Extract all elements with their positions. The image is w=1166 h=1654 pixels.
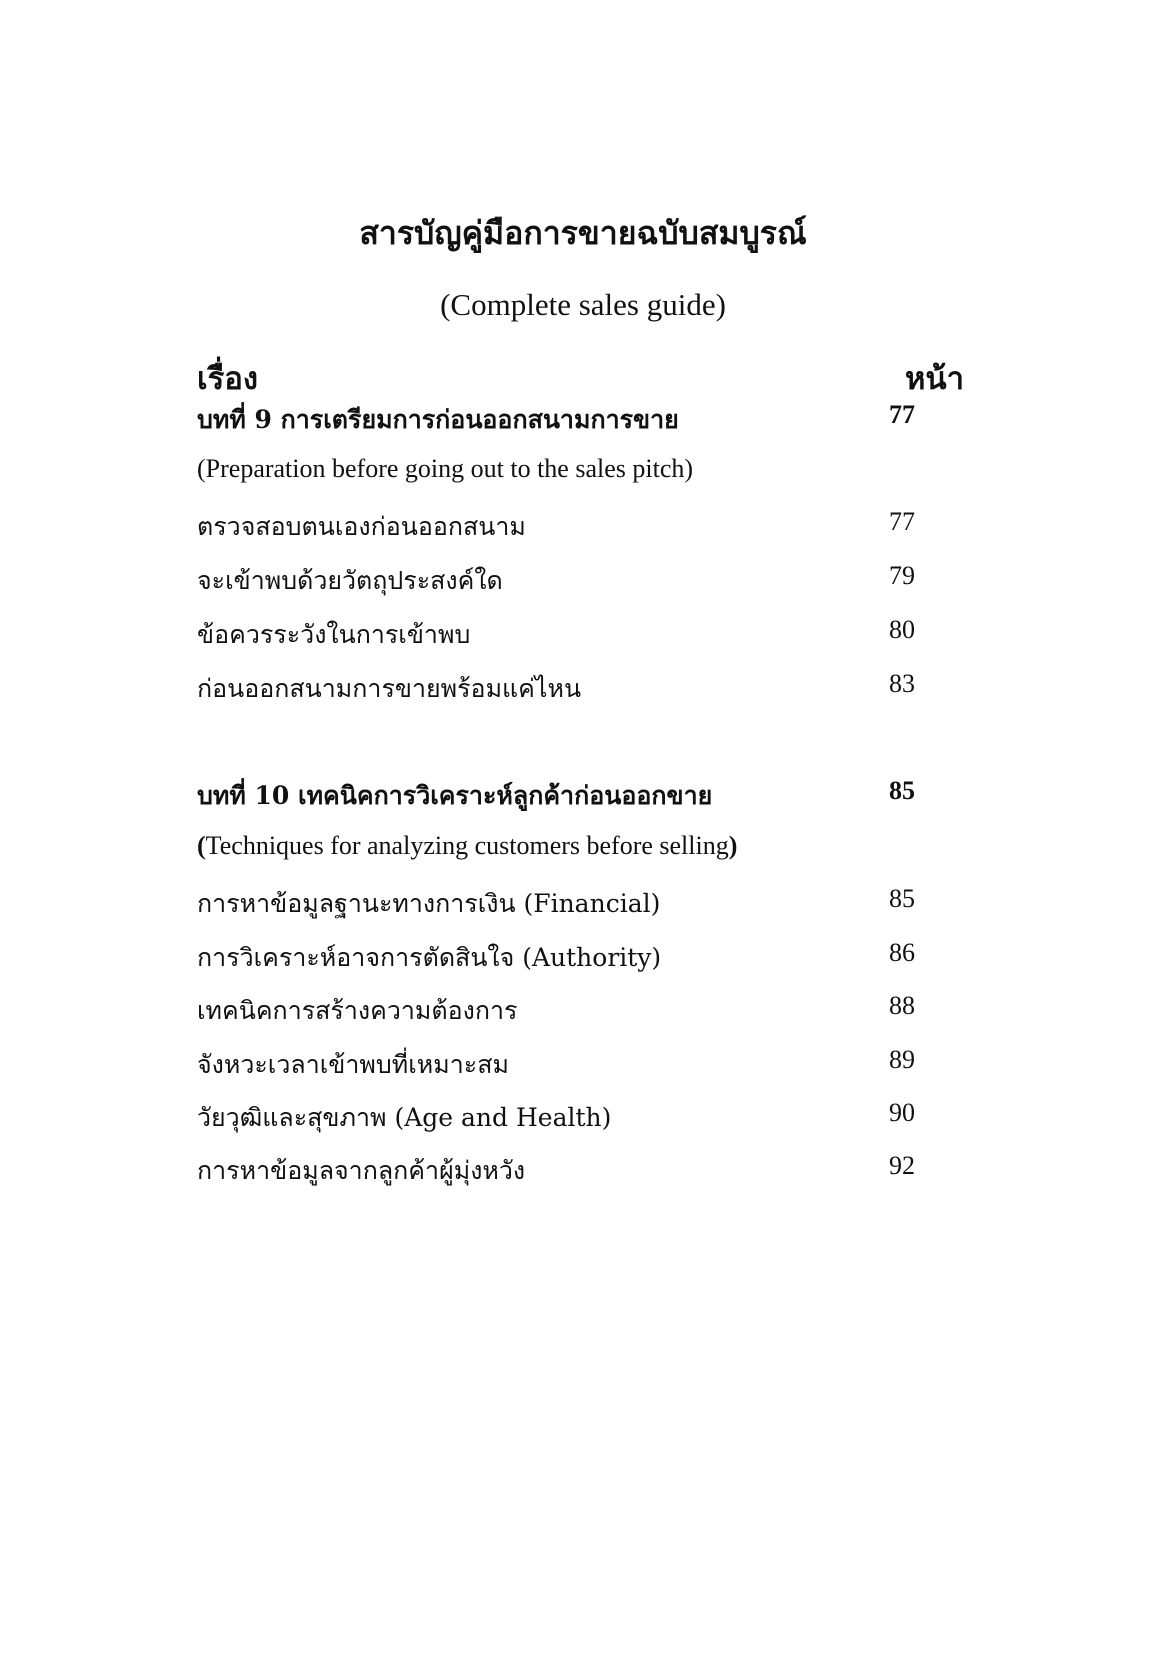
toc-item-label: การวิเคราะห์อาจการตัดสินใจ (Authority) (197, 943, 662, 972)
toc-item (197, 1045, 937, 1085)
toc-item (197, 991, 937, 1031)
toc-item-label: ก่อนออกสนามการขายพร้อมแค่ไหน (197, 674, 582, 703)
toc-item-label: จังหวะเวลาเข้าพบที่เหมาะสม (197, 1050, 509, 1079)
chapter-title: บทที่ 10 เทคนิคการวิเคราะห์ลูกค้าก่อนออกขาย (197, 781, 713, 810)
page-number: 86 (889, 938, 915, 967)
page-number: 83 (889, 669, 915, 698)
toc-item-label: การหาข้อมูลจากลูกค้าผู้มุ่งหวัง (197, 1156, 526, 1185)
toc-chapter-9-english (197, 454, 937, 494)
toc-chapter-9 (197, 400, 937, 440)
toc-chapter-10-english (197, 831, 937, 871)
chapter-english-title: (Preparation before going out to the sales pitch) (197, 454, 694, 483)
toc-item-label: เทคนิคการสร้างความต้องการ (197, 996, 518, 1025)
page-number: 89 (889, 1045, 915, 1074)
toc-item (197, 938, 937, 978)
toc-item (197, 669, 937, 709)
column-header-topic: เรื่อง (197, 361, 259, 397)
page-number: 92 (889, 1151, 915, 1180)
toc-item (197, 884, 937, 924)
close-paren: ) (728, 831, 738, 860)
toc-item-label: วัยวุฒิและสุขภาพ (Age and Health) (197, 1103, 612, 1132)
page-number: 77 (889, 400, 915, 429)
toc-item-label: จะเข้าพบด้วยวัตถุประสงค์ใด (197, 566, 503, 595)
toc-item (197, 1098, 937, 1138)
toc-item (197, 561, 937, 601)
toc-chapter-10 (197, 776, 937, 816)
page-number: 88 (889, 991, 915, 1020)
page-number: 80 (889, 615, 915, 644)
english-text: Techniques for analyzing customers before selling (205, 831, 729, 860)
toc-item (197, 1151, 937, 1191)
page-subtitle: (Complete sales guide) (440, 287, 726, 322)
chapter-english-title (197, 831, 737, 861)
open-paren: ( (197, 831, 206, 860)
page-number: 85 (889, 884, 915, 913)
page-number: 77 (889, 507, 915, 536)
toc-item (197, 615, 937, 655)
page-title: สารบัญคู่มือการขายฉบับสมบูรณ์ (359, 214, 807, 252)
toc-item-label: ข้อควรระวังในการเข้าพบ (197, 620, 471, 649)
toc-item (197, 507, 937, 547)
page-number: 79 (889, 561, 915, 590)
toc-item-label: การหาข้อมูลฐานะทางการเงิน (Financial) (197, 889, 661, 918)
page-number: 90 (889, 1098, 915, 1127)
chapter-title: บทที่ 9 การเตรียมการก่อนออกสนามการขาย (197, 405, 679, 434)
column-header-page: หน้า (904, 361, 964, 397)
page-number: 85 (889, 776, 915, 805)
toc-item-label: ตรวจสอบตนเองก่อนออกสนาม (197, 512, 526, 541)
